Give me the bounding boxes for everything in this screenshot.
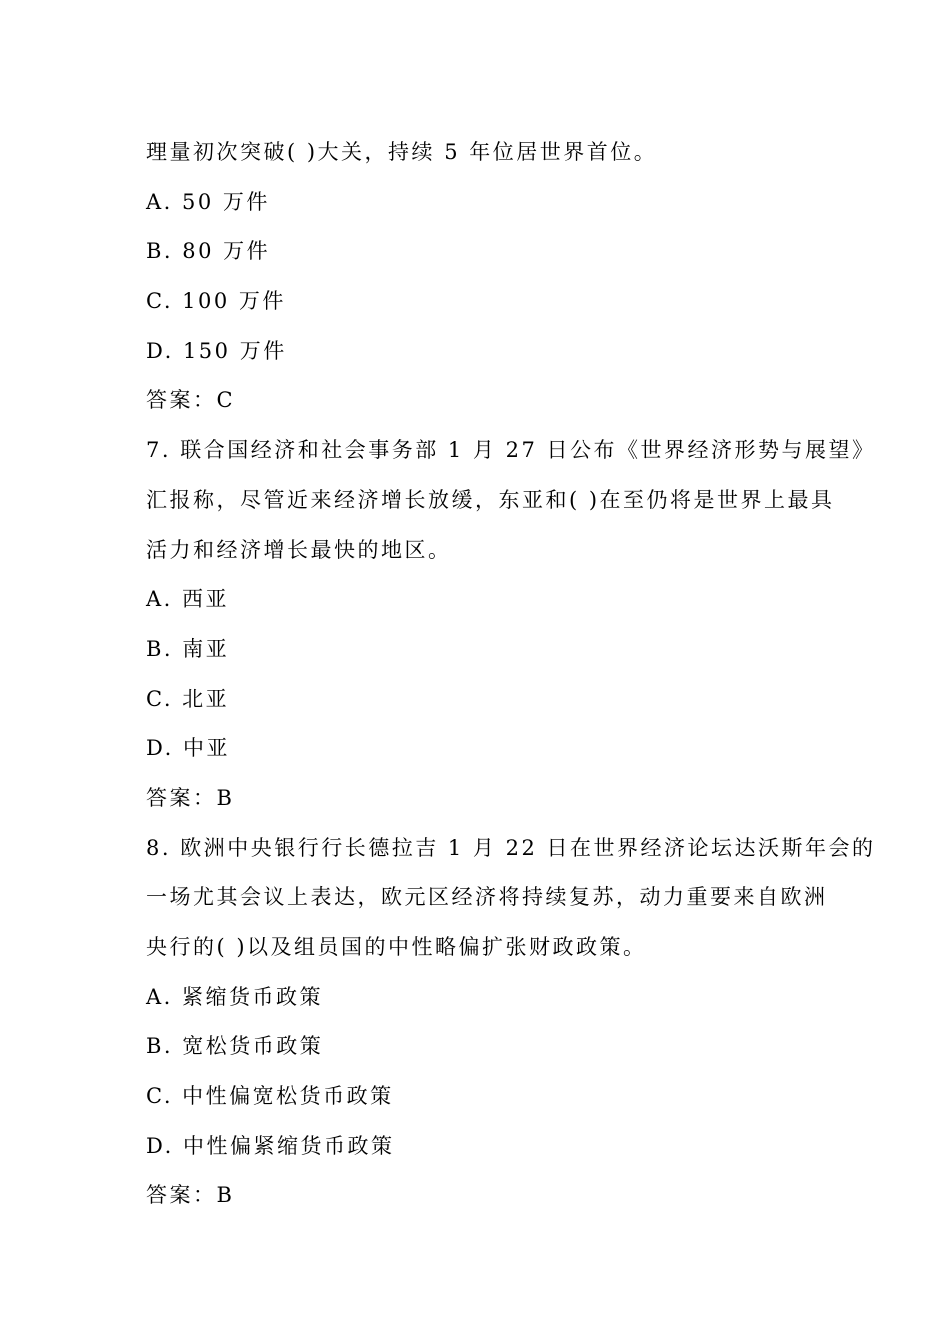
question-7-option-d: D. 中亚 xyxy=(146,736,230,761)
document-page xyxy=(146,128,876,1221)
question-8-option-a: A. 紧缩货币政策 xyxy=(146,984,324,1009)
question-6-answer: 答案：C xyxy=(146,388,236,413)
question-6-option-a: A. 50 万件 xyxy=(146,189,270,214)
question-8-option-b: B. 宽松货币政策 xyxy=(146,1034,324,1059)
question-7-answer: 答案：B xyxy=(146,785,235,810)
question-8-stem-line-1: 8. 欧洲中央银行行长德拉吉 1 月 22 日在世界经济论坛达沃斯年会的 xyxy=(146,835,876,860)
question-8-stem-line-3: 央行的( )以及组员国的中性略偏扩张财政政策。 xyxy=(146,935,647,959)
question-6-option-b: B. 80 万件 xyxy=(146,239,271,264)
question-6-option-c: C. 100 万件 xyxy=(146,289,286,314)
question-8-option-d: D. 中性偏紧缩货币政策 xyxy=(146,1133,395,1158)
question-6-option-d: D. 150 万件 xyxy=(146,338,287,363)
question-8-stem-line-2: 一场尤其会议上表达，欧元区经济将持续复苏，动力重要来自欧洲 xyxy=(146,885,828,910)
question-7-option-c: C. 北亚 xyxy=(146,686,230,711)
question-8-option-c: C. 中性偏宽松货币政策 xyxy=(146,1084,394,1109)
question-7-option-b: B. 南亚 xyxy=(146,636,230,661)
question-7-option-a: A. 西亚 xyxy=(146,587,230,612)
question-6-stem-continuation: 理量初次突破( )大关，持续 5 年位居世界首位。 xyxy=(146,140,658,164)
question-7-stem-line-1: 7. 联合国经济和社会事务部 1 月 27 日公布《世界经济形势与展望》 xyxy=(146,438,876,463)
question-7-stem-line-2: 汇报称，尽管近来经济增长放缓，东亚和( )在至仍将是世界上最具 xyxy=(146,487,835,512)
question-7-stem-line-3: 活力和经济增长最快的地区。 xyxy=(146,537,452,562)
question-8-answer: 答案：B xyxy=(146,1183,235,1208)
